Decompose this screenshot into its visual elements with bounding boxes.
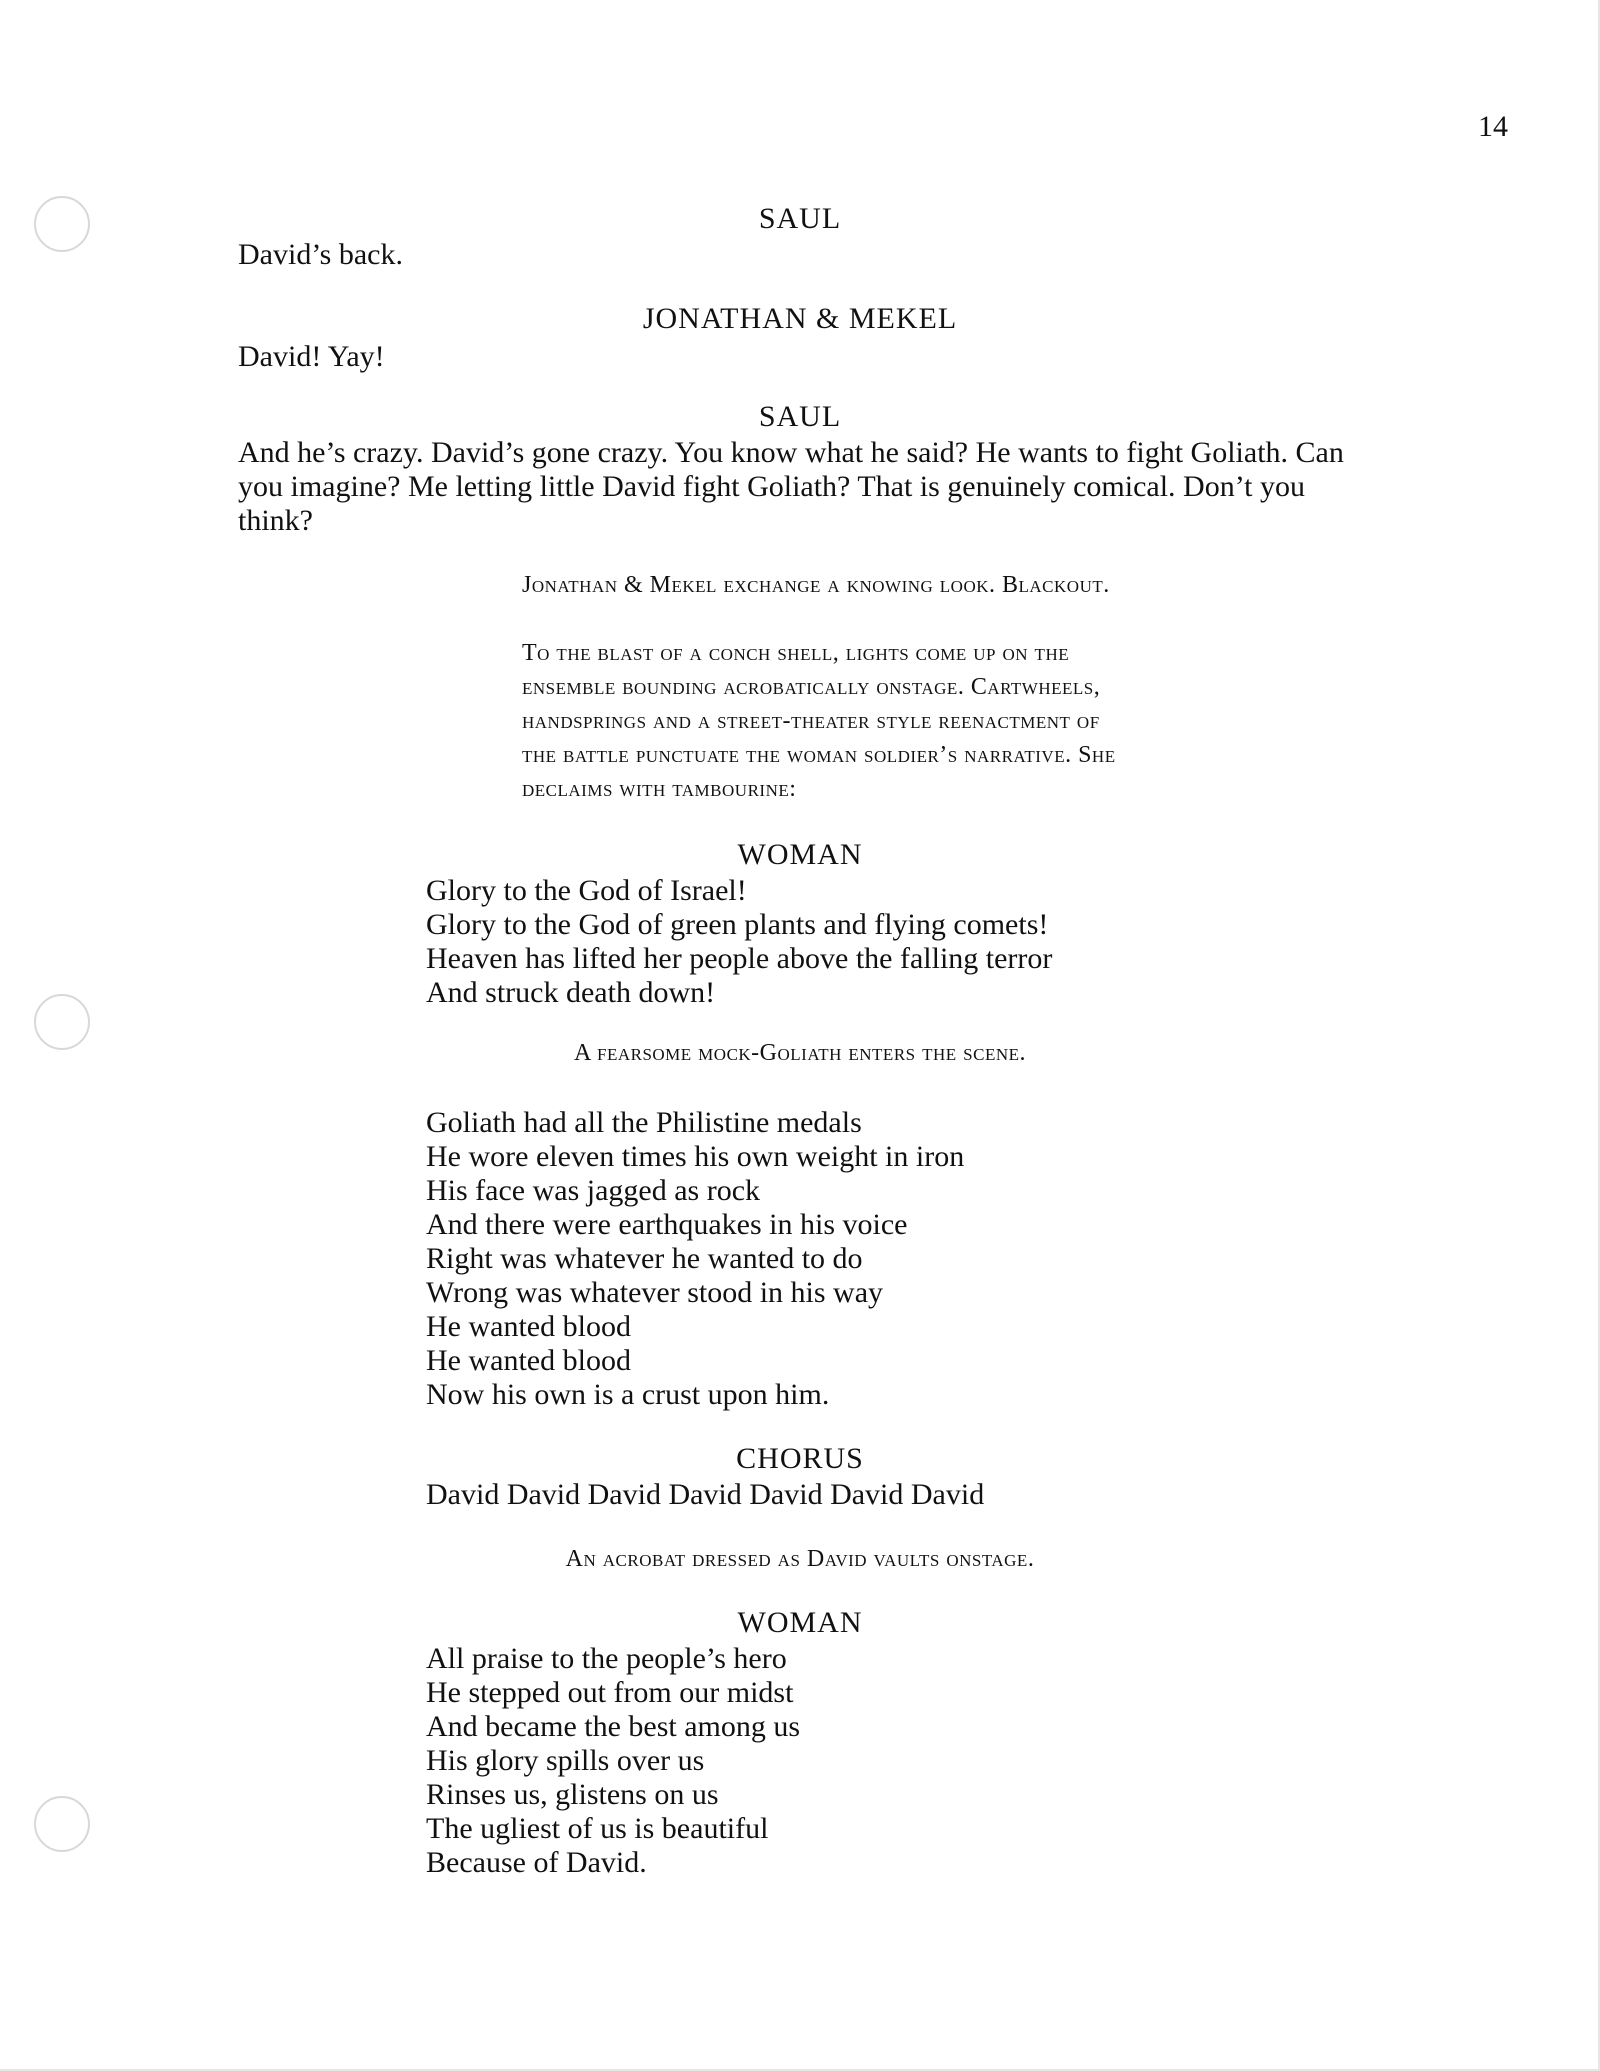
verse-block	[426, 874, 1326, 1010]
dialogue-line: think?	[238, 504, 313, 537]
verse-line: Because of David.	[426, 1846, 647, 1879]
speaker-name: SAUL	[758, 400, 842, 433]
stage-direction: Jonathan & Mekel exchange a knowing look. Blackout.	[522, 572, 1110, 598]
verse-line: The ugliest of us is beautiful	[426, 1812, 769, 1845]
stage-direction: A fearsome mock-Goliath enters the scene.	[573, 1040, 1026, 1066]
stage-direction-line: To the blast of a conch shell, lights come up on the	[522, 640, 1070, 666]
verse-block	[426, 1642, 1326, 1880]
dialogue-line: And he’s crazy. David’s gone crazy. You know what he said? He wants to fight Goliath. Can	[238, 436, 1344, 469]
stage-direction-line: the battle punctuate the woman soldier’s narrative. She	[522, 742, 1116, 768]
page-number: 14	[1478, 110, 1508, 143]
verse-line: Right was whatever he wanted to do	[426, 1242, 863, 1275]
verse-line: Glory to the God of Israel!	[426, 874, 747, 907]
verse-line: His face was jagged as rock	[426, 1174, 761, 1207]
dialogue-block	[238, 436, 1418, 538]
stage-direction-line: ensemble bounding acrobatically onstage. Cartwheels,	[522, 674, 1101, 700]
verse-line: And there were earthquakes in his voice	[426, 1208, 908, 1241]
speaker-name: JONATHAN & MEKEL	[642, 302, 958, 335]
verse-line: Glory to the God of green plants and flying comets!	[426, 908, 1049, 941]
verse-line: Wrong was whatever stood in his way	[426, 1276, 884, 1309]
binder-hole	[34, 1796, 90, 1852]
stage-direction-block	[522, 636, 1422, 806]
stage-direction-line: handsprings and a street-theater style reenactment of	[522, 708, 1100, 734]
verse-line: He stepped out from our midst	[426, 1676, 794, 1709]
verse-line: All praise to the people’s hero	[426, 1642, 787, 1675]
verse-line: He wanted blood	[426, 1310, 631, 1343]
speaker-name: CHORUS	[736, 1442, 864, 1475]
dialogue-line: David’s back.	[238, 238, 403, 271]
stage-direction-line: declaims with tambourine:	[522, 776, 797, 802]
verse-line: His glory spills over us	[426, 1744, 705, 1777]
verse-line: And became the best among us	[426, 1710, 801, 1743]
verse-line: Rinses us, glistens on us	[426, 1778, 719, 1811]
stage-direction: An acrobat dressed as David vaults onstage.	[565, 1546, 1035, 1572]
dialogue-line: you imagine? Me letting little David fight Goliath? That is genuinely comical. Don’t you	[238, 470, 1306, 503]
verse-line: Goliath had all the Philistine medals	[426, 1106, 862, 1139]
verse-line: He wanted blood	[426, 1344, 631, 1377]
verse-line: He wore eleven times his own weight in iron	[426, 1140, 965, 1173]
speaker-name: WOMAN	[737, 838, 863, 871]
speaker-name: SAUL	[758, 202, 842, 235]
speaker-name: WOMAN	[737, 1606, 863, 1639]
verse-line: Heaven has lifted her people above the falling terror	[426, 942, 1053, 975]
dialogue-line: David! Yay!	[238, 340, 385, 373]
verse-line: Now his own is a crust upon him.	[426, 1378, 830, 1411]
verse-block	[426, 1106, 1326, 1412]
verse-line: David David David David David David David	[426, 1478, 985, 1511]
verse-line: And struck death down!	[426, 976, 716, 1009]
